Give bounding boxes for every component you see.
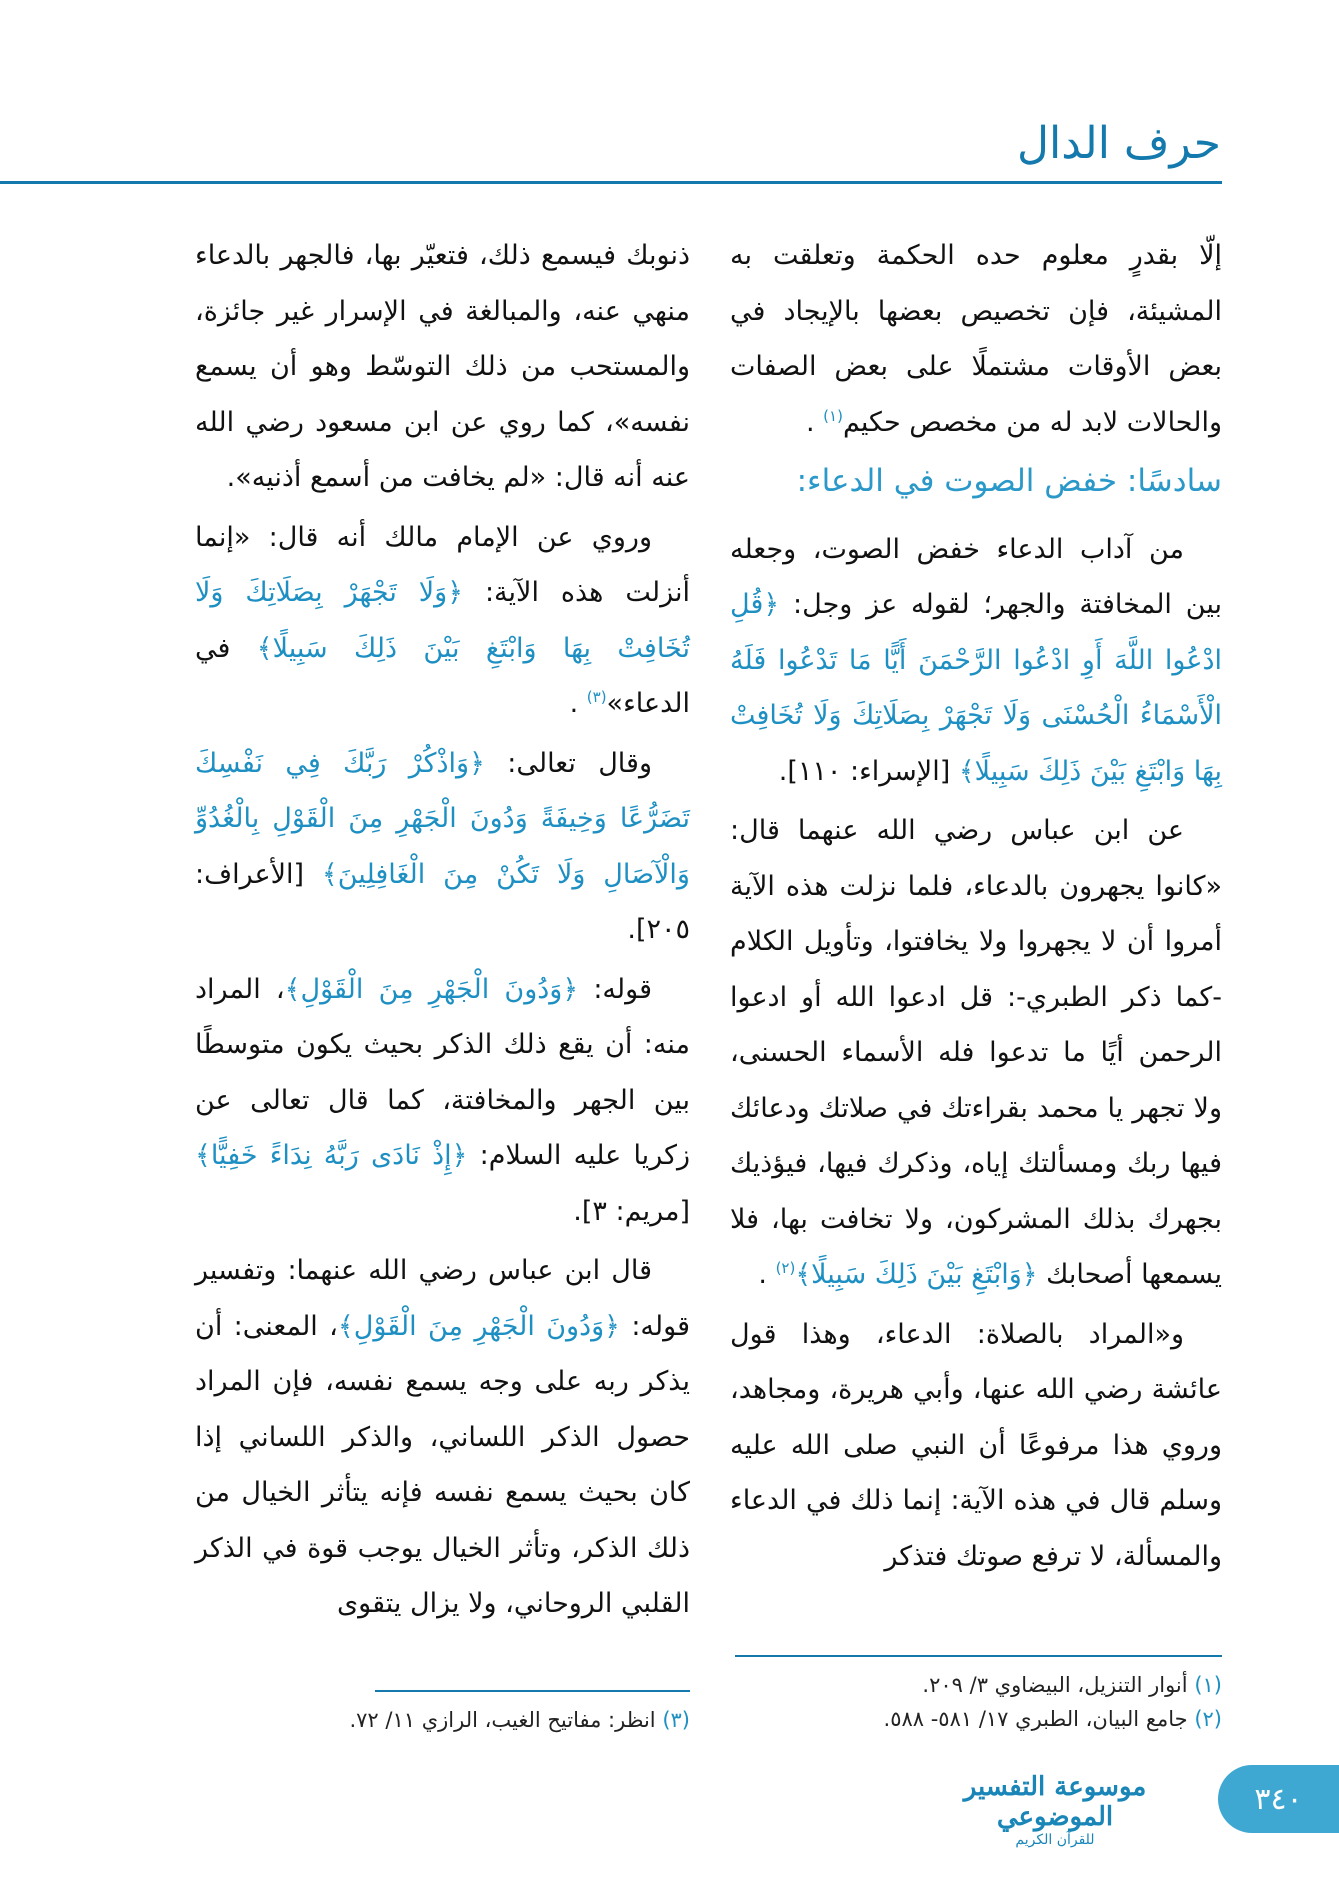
footnote-ref: (٣): [586, 688, 607, 706]
footnote-divider-right: [735, 1655, 1222, 1657]
text-run: .: [758, 1259, 776, 1290]
text-run: قال ابن عباس رضي الله عنهما: وتفسير قوله:: [195, 1255, 690, 1342]
text-run: .: [569, 688, 587, 719]
logo-subtitle: للقرآن الكريم: [1015, 1832, 1095, 1848]
quran-verse: ﴿وَلَا تَجْهَرْ بِصَلَاتِكَ وَلَا تُخَافِتْ بِهَا وَابْتَغِ بَيْنَ ذَلِكَ سَبِيلًا﴾: [195, 577, 690, 664]
quran-verse: ﴿إِذْ نَادَى رَبَّهُ نِدَاءً خَفِيًّا﴾: [195, 1140, 468, 1171]
text-run: إلّا بقدرٍ معلوم حده الحكمة وتعلقت به المشيئة، فإن تخصيص بعضها بالإيجاد في بعض الأوقات مشتملًا على بعض الصفات والحالات لابد له من مخصص حكيم: [730, 240, 1222, 438]
paragraph: [730, 522, 1222, 800]
encyclopedia-logo: [930, 1772, 1180, 1848]
paragraph: [195, 736, 690, 958]
footnote-text: أنوار التنزيل، البيضاوي ٣/ ٢٠٩.: [922, 1673, 1188, 1697]
text-run: وقال تعالى:: [484, 747, 652, 779]
footnote-text: انظر: مفاتيح الغيب، الرازي ١١/ ٧٢.: [349, 1708, 656, 1732]
quran-verse: ﴿وَاذْكُرْ رَبَّكَ فِي نَفْسِكَ تَضَرُّعًا وَخِيفَةً وَدُونَ الْجَهْرِ مِنَ الْقَوْلِ بِالْغُدُوِّ وَالْآصَالِ وَلَا تَكُنْ مِنَ الْغَافِلِينَ﴾: [195, 747, 690, 890]
text-run: عن ابن عباس رضي الله عنهما قال: «كانوا يجهرون بالدعاء، فلما نزلت هذه الآية أمروا أن لا يجهروا ولا يخافتوا، وتأويل الكلام -كما ذكر الطبري-: قل ادعوا الله أو ادعوا الرحمن أيًا ما تدعوا فله الأسماء الحسنى، ولا تجهر يا محمد بقراءتك في صلاتك ودعائك فيها ربك ومسألتك إياه، وذكرك فيها، فيؤذيك بجهرك بذلك المشركون، ولا تخافت بها، فلا يسمعها أصحابك: [730, 815, 1222, 1290]
text-run: ، المراد منه: أن يقع ذلك الذكر بحيث يكون متوسطًا بين الجهر والمخافتة، كما قال تعالى عن زكريا عليه السلام:: [195, 973, 690, 1171]
paragraph: [195, 1243, 690, 1632]
footnote: [195, 1703, 690, 1737]
page-number-badge: [1218, 1765, 1339, 1833]
left-column: [195, 228, 690, 1636]
text-run: سادسًا: خفض الصوت في الدعاء:: [796, 463, 1222, 499]
chapter-title: حرف الدال: [1017, 118, 1221, 169]
text-run: من آداب الدعاء خفض الصوت، وجعله بين المخافتة والجهر؛ لقوله عز وجل:: [730, 533, 1222, 620]
page-number: ٣٤٠: [1254, 1781, 1303, 1817]
paragraph: [730, 228, 1222, 450]
text-run: [مريم: ٣].: [573, 1195, 690, 1227]
footnote: [735, 1668, 1222, 1702]
footnotes-left: [195, 1703, 690, 1737]
footnote-divider-left: [375, 1690, 690, 1692]
paragraph: [730, 803, 1222, 1303]
quran-verse: ﴿وَابْتَغِ بَيْنَ ذَلِكَ سَبِيلًا﴾: [795, 1259, 1038, 1290]
text-run: وروي عن الإمام مالك أنه قال: «إنما أنزلت هذه الآية:: [195, 521, 690, 608]
footnote-ref: (١): [823, 406, 843, 425]
text-run: .: [805, 406, 824, 438]
quran-verse: ﴿قُلِ ادْعُوا اللَّهَ أَوِ ادْعُوا الرَّحْمَنَ أَيًّا مَا تَدْعُوا فَلَهُ الْأَسْمَاءُ الْحُسْنَى وَلَا تَجْهَرْ بِصَلَاتِكَ وَلَا تُخَافِتْ بِهَا وَابْتَغِ بَيْنَ ذَلِكَ سَبِيلًا﴾: [730, 589, 1222, 787]
text-run: في الدعاء»: [195, 632, 690, 719]
paragraph: [195, 962, 690, 1240]
quran-verse: ﴿وَدُونَ الْجَهْرِ مِنَ الْقَوْلِ﴾: [337, 1310, 620, 1342]
footnote: [735, 1702, 1222, 1736]
footnote-ref: (٢): [775, 1259, 796, 1277]
logo-title: موسوعة التفسير الموضوعي: [963, 1772, 1147, 1832]
paragraph: [195, 228, 690, 506]
footnote-number: (١): [1194, 1673, 1222, 1697]
footnote-number: (٣): [662, 1708, 690, 1732]
text-run: [الإسراء: ١١٠].: [778, 755, 959, 787]
footnote-number: (٢): [1194, 1707, 1222, 1731]
text-run: ذنوبك فيسمع ذلك، فتعيّر بها، فالجهر بالدعاء منهي عنه، والمبالغة في الإسرار غير جائزة، والمستحب من ذلك التوسّط وهو أن يسمع نفسه»، كما روي عن ابن مسعود رضي الله عنه أنه قال: «لم يخافت من أسمع أذنيه».: [195, 240, 690, 493]
footnote-text: جامع البيان، الطبري ١٧/ ٥٨١- ٥٨٨.: [883, 1707, 1188, 1731]
footnotes-right: [735, 1668, 1222, 1736]
header-divider: [0, 181, 1222, 184]
quran-verse: ﴿وَدُونَ الْجَهْرِ مِنَ الْقَوْلِ﴾: [284, 973, 579, 1005]
paragraph: [730, 1307, 1222, 1585]
section-heading: [730, 454, 1222, 510]
right-column: [730, 228, 1222, 1588]
text-run: قوله:: [578, 973, 652, 1005]
text-run: و«المراد بالصلاة: الدعاء، وهذا قول عائشة رضي الله عنها، وأبي هريرة، ومجاهد، وروي هذا مرفوعًا أن النبي صلى الله عليه وسلم قال في هذه الآية: إنما ذلك في الدعاء والمسألة، لا ترفع صوتك فتذكر: [730, 1318, 1222, 1572]
text-run: ، المعنى: أن يذكر ربه على وجه يسمع نفسه، فإن المراد حصول الذكر اللساني، والذكر اللساني إذا كان بحيث يسمع نفسه فإنه يتأثر الخيال من ذلك الذكر، وتأثر الخيال يوجب قوة في الذكر القلبي الروحاني، ولا يزال يتقوى: [195, 1310, 690, 1619]
text-run: [الأعراف: ٢٠٥].: [195, 858, 690, 945]
paragraph: [195, 510, 690, 732]
